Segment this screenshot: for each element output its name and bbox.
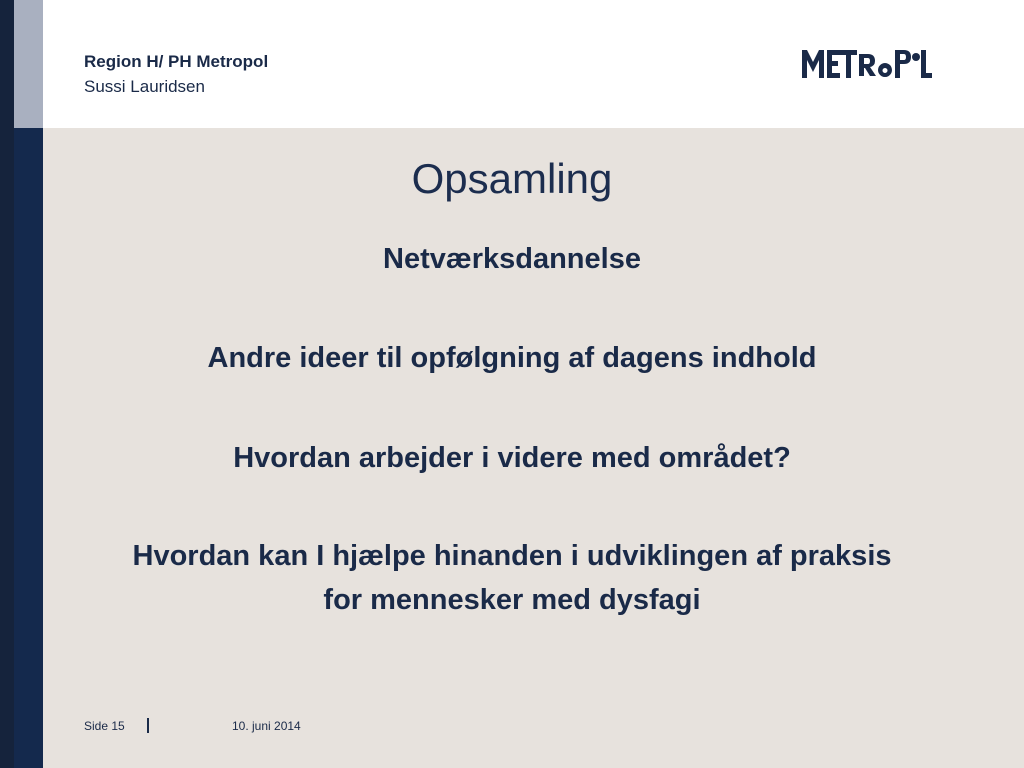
bullet-networking: Netværksdannelse	[383, 243, 641, 275]
bullet-help-each-other: Hvordan kan I hjælpe hinanden i udviklingen af praksis for mennesker med dysfagi	[132, 540, 892, 616]
footer-separator	[147, 718, 149, 733]
left-accent-grey-block	[14, 0, 43, 128]
left-accent-navy-bar	[14, 128, 43, 768]
author-label: Sussi Lauridsen	[84, 77, 205, 96]
bullet-how-continue: Hvordan arbejder i videre med området?	[233, 442, 791, 474]
bullet-other-ideas: Andre ideer til opfølgning af dagens indhold	[207, 342, 817, 374]
organization-label: Region H/ PH Metropol	[84, 52, 269, 71]
page-number: Side 15	[84, 719, 125, 733]
slide-title: Opsamling	[411, 155, 613, 202]
slide-date: 10. juni 2014	[232, 719, 301, 733]
left-accent-bar	[0, 0, 14, 768]
metropol-logo	[802, 44, 932, 82]
